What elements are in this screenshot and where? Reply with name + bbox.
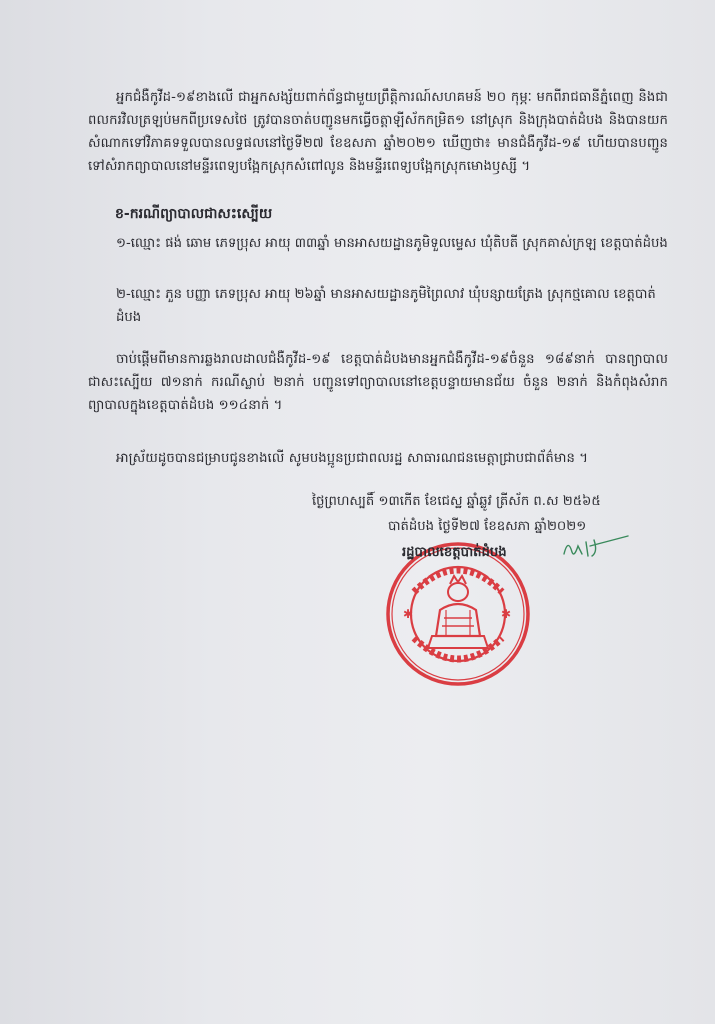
section-heading-recovered: ខ-ករណីព្យាបាលជាសះស្បើយ <box>115 206 273 222</box>
svg-text:✱: ✱ <box>501 607 512 621</box>
date-solar: បាត់ដំបង ថ្ងៃទី២៧ ខែឧសភា ឆ្នាំ២០២១ <box>388 519 587 534</box>
signer-title: រដ្ឋបាលខេត្តបាត់ដំបង <box>402 545 507 560</box>
date-lunar: ថ្ងៃព្រហស្បតិ៍ ១៣កើត ខែជេស្ឋ ឆ្នាំឆ្លូវ ត្រីស័ក ព.ស ២៥៦៥ <box>312 494 601 509</box>
recovered-case-1: ១-ឈ្មោះ ផង់ ឆោម ភេទប្រុស អាយុ ៣៣ឆ្នាំ មានអាសយដ្ឋានភូមិទួលម្ទេស ឃុំតិបតី ស្រុកគាស់ក្រឡ ខេត្តបាត់ដំបង <box>116 236 668 251</box>
paragraph-statistics: ចាប់ផ្តើមពីមានការឆ្លងរាលដាលជំងឺកូវីដ-១៩ ខេត្តបាត់ដំបងមានអ្នកជំងឺកូវីដ-១៩ចំនួន ១៨៩នាក់ បានព្យាបាលជាសះស្បើយ ៧១នាក់ ករណីស្លាប់ ២នាក់ បញ្ជូនទៅព្យាបាលនៅខេត្តបន្ទាយមានជ័យ ចំនួន ២នាក់ និងកំពុងសំរាកព្យាបាលក្នុងខេត្តបាត់ដំបង ១១៤នាក់ ។ <box>88 352 668 413</box>
paragraph-case-summary: អ្នកជំងឺកូវីដ-១៩ខាងលើ ជាអ្នកសង្ស័យពាក់ព័ន្ធជាមួយព្រឹត្តិការណ៍សហគមន៍ ២០ កុម្ភៈ មកពីរាជធានីភ្នំពេញ និងជាពលករវិលត្រឡប់មកពីប្រទេសថៃ ត្រូវបានចាត់បញ្ជូនមកធ្វើចត្តាឡីស័កកម្រិត១ នៅស្រុក និងក្រុងបាត់ដំបង និងបានយកសំណាកទៅវិភាគទទួលបានលទ្ធផលនៅថ្ងៃទី២៧ ខែឧសភា ឆ្នាំ២០២១ ឃើញថា៖ មានជំងឺកូវីដ-១៩ ហើយបានបញ្ជូនទៅសំរាកព្យាបាលនៅមន្ទីរពេទ្យបង្អែកស្រុកសំពៅលូន និងមន្ទីរពេទ្យបង្អែកស្រុកមោងឫស្សី ។ <box>88 90 668 174</box>
paragraph-closing: អាស្រ័យដូចបានជម្រាបជូនខាងលើ សូមបងប្អូនប្រជាពលរដ្ឋ សាធារណជនមេត្តាជ្រាបជាព័ត៌មាន ។ <box>116 451 589 466</box>
svg-text:✱: ✱ <box>403 607 414 621</box>
recovered-case-2: ២-ឈ្មោះ ភួន បញ្ញា ភេទប្រុស អាយុ ២៦ឆ្នាំ មានអាសយដ្ឋានភូមិព្រៃលាវ ឃុំបន្សាយត្រែង ស្រុកថ្មគោល ខេត្តបាត់ដំបង <box>116 287 656 325</box>
signature-icon <box>560 532 630 562</box>
